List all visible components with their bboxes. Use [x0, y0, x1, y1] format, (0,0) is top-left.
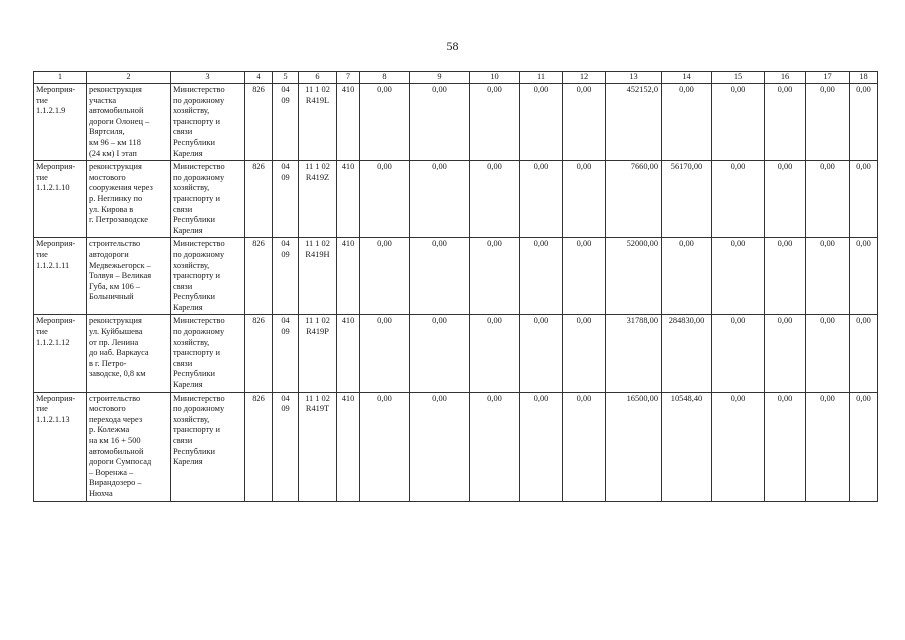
value-cell: 284830,00	[662, 315, 712, 392]
value-cell: 0,00	[850, 84, 878, 161]
target-article-cell: 11 1 02 R419T	[299, 392, 337, 501]
executor-cell: Министерство по дорожному хозяйству, транспорту и связи Республики Карелия	[171, 238, 245, 315]
target-article-cell: 11 1 02 R419P	[299, 315, 337, 392]
expense-type-cell: 410	[337, 84, 360, 161]
value-cell: 16500,00	[606, 392, 662, 501]
column-header: 4	[245, 72, 273, 84]
description-cell: реконструкция участка автомобильной дороги Олонец – Вяртсиля, км 96 – км 118 (24 км) I этап	[87, 84, 171, 161]
value-cell: 0,00	[712, 161, 765, 238]
value-cell: 0,00	[850, 315, 878, 392]
value-cell: 0,00	[520, 84, 563, 161]
description-cell: строительство мостового перехода через р. Колежма на км 16 + 500 автомобильной дороги Сумпосад – Воренжа – Вирандозеро – Нюхча	[87, 392, 171, 501]
value-cell: 0,00	[563, 392, 606, 501]
section-cell: 04 09	[273, 315, 299, 392]
value-cell: 0,00	[410, 238, 470, 315]
section-cell: 04 09	[273, 161, 299, 238]
value-cell: 0,00	[806, 315, 850, 392]
value-cell: 7660,00	[606, 161, 662, 238]
code-cell: 826	[245, 161, 273, 238]
value-cell: 0,00	[470, 84, 520, 161]
value-cell: 0,00	[662, 238, 712, 315]
table-row	[34, 161, 878, 238]
value-cell: 0,00	[410, 315, 470, 392]
column-header: 14	[662, 72, 712, 84]
column-header: 16	[765, 72, 806, 84]
value-cell: 0,00	[563, 161, 606, 238]
target-article-cell: 11 1 02 R419Z	[299, 161, 337, 238]
value-cell: 0,00	[806, 161, 850, 238]
column-header: 18	[850, 72, 878, 84]
page-number: 58	[446, 39, 459, 53]
value-cell: 0,00	[410, 392, 470, 501]
value-cell: 0,00	[712, 238, 765, 315]
description-cell: строительство автодороги Медвежьегорск – Толвуя – Великая Губа, км 106 – Больничный	[87, 238, 171, 315]
column-header: 17	[806, 72, 850, 84]
value-cell: 0,00	[360, 238, 410, 315]
column-header: 15	[712, 72, 765, 84]
value-cell: 0,00	[520, 161, 563, 238]
value-cell: 0,00	[563, 84, 606, 161]
value-cell: 0,00	[520, 392, 563, 501]
expense-type-cell: 410	[337, 238, 360, 315]
value-cell: 0,00	[360, 392, 410, 501]
table-row	[34, 238, 878, 315]
value-cell: 0,00	[470, 392, 520, 501]
executor-cell: Министерство по дорожному хозяйству, транспорту и связи Республики Карелия	[171, 161, 245, 238]
value-cell: 0,00	[360, 161, 410, 238]
code-cell: 826	[245, 315, 273, 392]
column-header: 5	[273, 72, 299, 84]
section-cell: 04 09	[273, 84, 299, 161]
measure-cell: Мероприя- тие 1.1.2.1.9	[34, 84, 87, 161]
table-row	[34, 84, 878, 161]
value-cell: 0,00	[765, 392, 806, 501]
description-cell: реконструкция мостового сооружения через р. Неглинку по ул. Кирова в г. Петрозаводске	[87, 161, 171, 238]
value-cell: 0,00	[470, 161, 520, 238]
section-cell: 04 09	[273, 392, 299, 501]
expense-type-cell: 410	[337, 392, 360, 501]
code-cell: 826	[245, 392, 273, 501]
value-cell: 0,00	[765, 84, 806, 161]
value-cell: 0,00	[520, 238, 563, 315]
column-header: 9	[410, 72, 470, 84]
table-row	[34, 315, 878, 392]
value-cell: 0,00	[520, 315, 563, 392]
column-header: 11	[520, 72, 563, 84]
header-row	[34, 72, 878, 84]
value-cell: 0,00	[765, 315, 806, 392]
value-cell: 0,00	[850, 238, 878, 315]
value-cell: 0,00	[470, 238, 520, 315]
column-header: 13	[606, 72, 662, 84]
value-cell: 0,00	[712, 392, 765, 501]
measure-cell: Мероприя- тие 1.1.2.1.12	[34, 315, 87, 392]
column-header: 6	[299, 72, 337, 84]
value-cell: 0,00	[410, 161, 470, 238]
measure-cell: Мероприя- тие 1.1.2.1.10	[34, 161, 87, 238]
code-cell: 826	[245, 238, 273, 315]
value-cell: 0,00	[410, 84, 470, 161]
value-cell: 0,00	[712, 315, 765, 392]
executor-cell: Министерство по дорожному хозяйству, транспорту и связи Республики Карелия	[171, 315, 245, 392]
value-cell: 0,00	[662, 84, 712, 161]
target-article-cell: 11 1 02 R419L	[299, 84, 337, 161]
executor-cell: Министерство по дорожному хозяйству, транспорту и связи Республики Карелия	[171, 84, 245, 161]
value-cell: 0,00	[470, 315, 520, 392]
column-header: 8	[360, 72, 410, 84]
value-cell: 0,00	[360, 315, 410, 392]
value-cell: 452152,0	[606, 84, 662, 161]
value-cell: 0,00	[806, 238, 850, 315]
value-cell: 0,00	[850, 392, 878, 501]
table-row	[34, 392, 878, 501]
value-cell: 56170,00	[662, 161, 712, 238]
value-cell: 0,00	[360, 84, 410, 161]
value-cell: 0,00	[563, 315, 606, 392]
value-cell: 0,00	[765, 161, 806, 238]
description-cell: реконструкция ул. Куйбышева от пр. Ленина до наб. Варкауса в г. Петро- заводске, 0,8 км	[87, 315, 171, 392]
column-header: 10	[470, 72, 520, 84]
column-header: 2	[87, 72, 171, 84]
column-header: 7	[337, 72, 360, 84]
value-cell: 10548,40	[662, 392, 712, 501]
value-cell: 31788,00	[606, 315, 662, 392]
executor-cell: Министерство по дорожному хозяйству, транспорту и связи Республики Карелия	[171, 392, 245, 501]
expense-type-cell: 410	[337, 161, 360, 238]
measure-cell: Мероприя- тие 1.1.2.1.13	[34, 392, 87, 501]
value-cell: 0,00	[850, 161, 878, 238]
expense-type-cell: 410	[337, 315, 360, 392]
value-cell: 0,00	[712, 84, 765, 161]
section-cell: 04 09	[273, 238, 299, 315]
value-cell: 0,00	[806, 84, 850, 161]
value-cell: 0,00	[806, 392, 850, 501]
value-cell: 0,00	[563, 238, 606, 315]
column-header: 1	[34, 72, 87, 84]
column-header: 3	[171, 72, 245, 84]
budget-table	[33, 71, 878, 502]
measure-cell: Мероприя- тие 1.1.2.1.11	[34, 238, 87, 315]
value-cell: 0,00	[765, 238, 806, 315]
code-cell: 826	[245, 84, 273, 161]
value-cell: 52000,00	[606, 238, 662, 315]
target-article-cell: 11 1 02 R419H	[299, 238, 337, 315]
column-header: 12	[563, 72, 606, 84]
